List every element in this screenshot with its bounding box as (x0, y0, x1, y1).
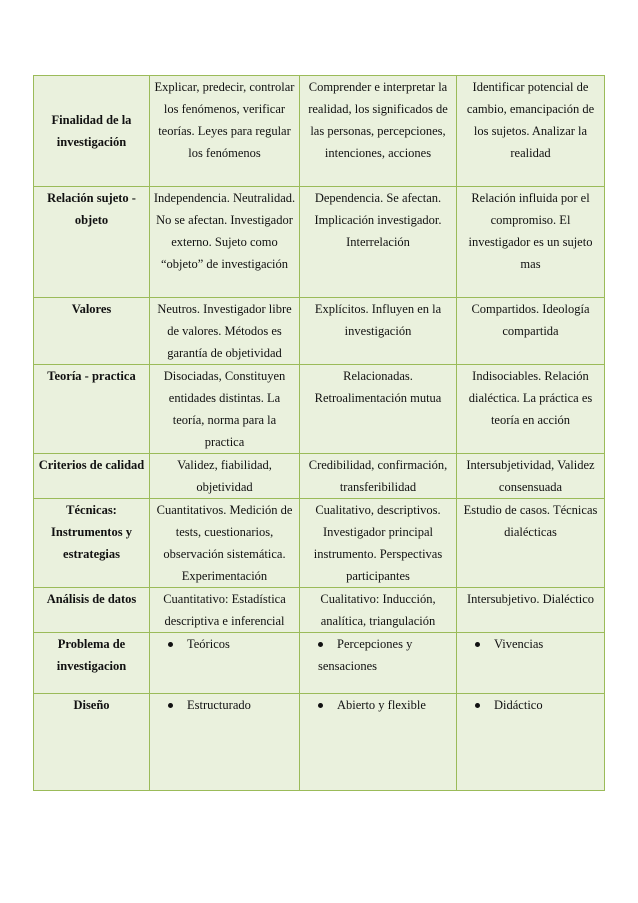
table-row (34, 633, 605, 694)
bullet-text: Didáctico (494, 698, 543, 712)
cell-teoria-col2: Relacionadas. Retroalimentación mutua (300, 365, 457, 454)
cell-criterios-col2: Credibilidad, confirmación, transferibilidad (300, 454, 457, 499)
bullet-text: Percepciones y sensaciones (318, 637, 413, 673)
cell-valores-col2: Explícitos. Influyen en la investigación (300, 298, 457, 365)
cell-valores-col1: Neutros. Investigador libre de valores. Métodos es garantía de objetividad (150, 298, 300, 365)
cell-valores-col3: Compartidos. Ideología compartida (457, 298, 605, 365)
bullet-icon (475, 703, 480, 708)
bullet-text: Estructurado (187, 698, 251, 712)
cell-problema-col3 (457, 633, 605, 694)
row-header-valores: Valores (34, 298, 150, 365)
cell-teoria-col1: Disociadas, Constituyen entidades distintas. La teoría, norma para la practica (150, 365, 300, 454)
table-row (34, 187, 605, 298)
cell-analisis-col2: Cualitativo: Inducción, analítica, triangulación (300, 588, 457, 633)
bullet-icon (475, 642, 480, 647)
bullet-text: Teóricos (187, 637, 230, 651)
table-row (34, 588, 605, 633)
table-row (34, 499, 605, 588)
paradigms-comparison-table (33, 75, 605, 791)
cell-problema-col2 (300, 633, 457, 694)
cell-tecnicas-col1: Cuantitativos. Medición de tests, cuestionarios, observación sistemática. Experimentación (150, 499, 300, 588)
table-row (34, 365, 605, 454)
row-header-diseno: Diseño (34, 694, 150, 791)
cell-finalidad-col2: Comprender e interpretar la realidad, los significados de las personas, percepciones, intenciones, acciones (300, 76, 457, 187)
row-header-tecnicas: Técnicas: Instrumentos y estrategias (34, 499, 150, 588)
cell-criterios-col3: Intersubjetividad, Validez consensuada (457, 454, 605, 499)
cell-relacion-col1: Independencia. Neutralidad. No se afectan. Investigador externo. Sujeto como “objeto” de investigación (150, 187, 300, 298)
cell-relacion-col3: Relación influida por el compromiso. El investigador es un sujeto mas (457, 187, 605, 298)
row-header-analisis: Análisis de datos (34, 588, 150, 633)
cell-diseno-col3 (457, 694, 605, 791)
bullet-icon (318, 642, 323, 647)
table-row (34, 76, 605, 187)
table-row (34, 454, 605, 499)
row-header-relacion: Relación sujeto - objeto (34, 187, 150, 298)
row-header-finalidad: Finalidad de la investigación (34, 76, 150, 187)
bullet-text: Abierto y flexible (337, 698, 426, 712)
cell-finalidad-col3: Identificar potencial de cambio, emancipación de los sujetos. Analizar la realidad (457, 76, 605, 187)
row-header-problema: Problema de investigacion (34, 633, 150, 694)
cell-problema-col1 (150, 633, 300, 694)
table-row (34, 694, 605, 791)
cell-analisis-col3: Intersubjetivo. Dialéctico (457, 588, 605, 633)
cell-criterios-col1: Validez, fiabilidad, objetividad (150, 454, 300, 499)
row-header-teoria: Teoría - practica (34, 365, 150, 454)
cell-relacion-col2: Dependencia. Se afectan. Implicación investigador. Interrelación (300, 187, 457, 298)
bullet-icon (318, 703, 323, 708)
cell-tecnicas-col3: Estudio de casos. Técnicas dialécticas (457, 499, 605, 588)
cell-analisis-col1: Cuantitativo: Estadística descriptiva e inferencial (150, 588, 300, 633)
cell-diseno-col2 (300, 694, 457, 791)
cell-finalidad-col1: Explicar, predecir, controlar los fenómenos, verificar teorías. Leyes para regular los fenómenos (150, 76, 300, 187)
cell-teoria-col3: Indisociables. Relación dialéctica. La práctica es teoría en acción (457, 365, 605, 454)
table-row (34, 298, 605, 365)
cell-diseno-col1 (150, 694, 300, 791)
bullet-icon (168, 703, 173, 708)
bullet-text: Vivencias (494, 637, 544, 651)
row-header-criterios: Criterios de calidad (34, 454, 150, 499)
cell-tecnicas-col2: Cualitativo, descriptivos. Investigador principal instrumento. Perspectivas participantes (300, 499, 457, 588)
bullet-icon (168, 642, 173, 647)
